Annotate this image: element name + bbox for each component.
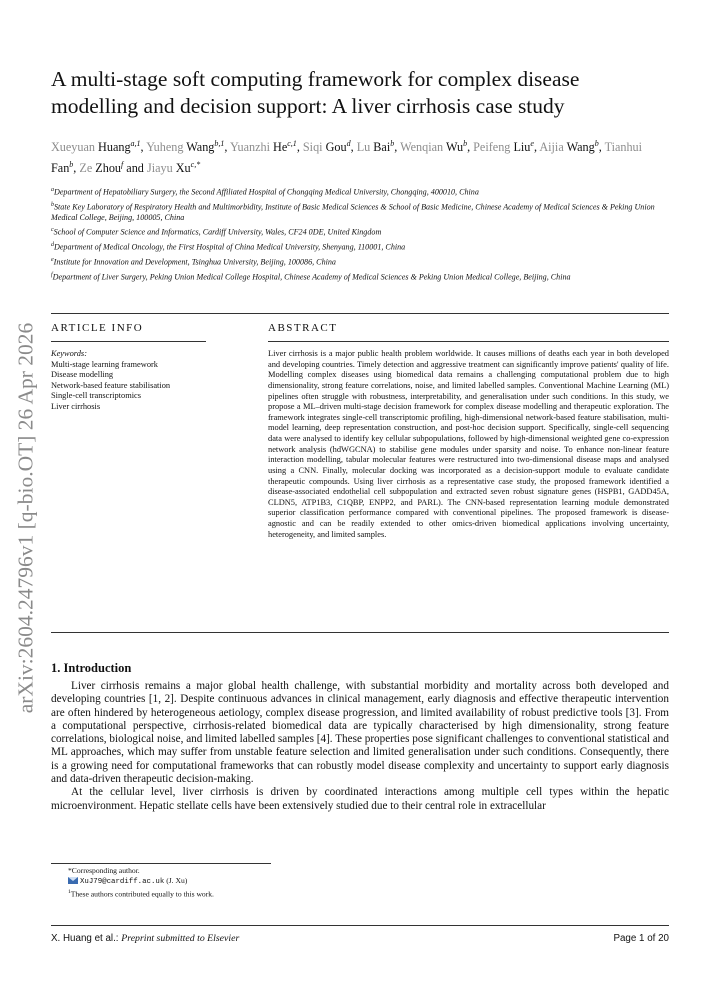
footer-divider — [51, 925, 669, 926]
footnotes — [51, 866, 451, 900]
keyword: Liver cirrhosis — [51, 401, 101, 411]
author-affiliation-mark: b — [69, 160, 74, 170]
abstract-text: Liver cirrhosis is a major public health problem worldwide. It causes millions of deaths each year in both developed and developing countries. Timely detection and aggressive treatment can significantly improve patients' quality of life. Modelling complex diseases using biomedical data remains a challenging computational problem due to high dimensionality, strong feature correlations, noise, and limited labelled samples. Conventional Machine Learning (ML) pipelines often struggle with robustness, interpretability, and generalisation under such conditions. In this study, we propose a ML–driven multi-stage decision framework for complex disease modelling and therapeutic exploration. The framework integrates single-cell transcriptomic profiling, high-dimensional network-based feature stabilisation, multi-model learning, deep representation construction, and post-hoc decision support. Specifically, single-cell sequencing data were analysed to identify key cellular subpopulations, followed by high-dimensional weighted gene co-expression network analysis (hdWGCNA) to stabilise gene modules under sparsity and noise. To enhance non-linear feature interaction modelling, tabular molecular features were restructured into two-dimensional disease maps and analysed using a CNN. Finally, molecular docking was incorporated as a decision-support module to evaluate candidate therapeutic compounds. Using liver cirrhosis as a representative case study, the proposed framework identified a disease-associated endothelial cell subpopulation and extracted seven robust signature genes (HSPB1, GADD45A, CLDN5, ATP1B3, C1QBP, ENPP2, and PARL). The CNN-based representation learning module demonstrated superior classification performance compared with conventional pipelines. The proposed framework is disease-agnostic and can be readily extended to other omics-driven biomedical applications involving uncertainty, heterogeneity, and limited samples. — [268, 349, 669, 539]
author — [79, 161, 123, 175]
author-given-name: Jiayu — [146, 161, 176, 176]
section-heading-introduction: 1. Introduction — [51, 661, 132, 675]
author-affiliation-mark: b — [463, 139, 468, 148]
author-surname: Bai — [373, 140, 391, 155]
article-info-divider — [51, 341, 206, 342]
affiliation: $^c$School of Computer Science and Informatics, Cardiff University, Wales, CF24 0DE, United Kingdom — [51, 227, 382, 238]
author-given-name: Peifeng — [473, 140, 514, 155]
author-given-name: Yuheng — [146, 140, 187, 155]
article-info-heading: ARTICLE INFO — [51, 322, 144, 334]
author — [230, 140, 297, 154]
author-surname: Wu — [445, 140, 464, 155]
author-affiliation-mark: b — [594, 139, 599, 148]
author-surname: Wang — [566, 140, 595, 155]
abstract-bottom-divider — [51, 632, 669, 633]
author — [357, 140, 395, 154]
author-given-name: Tianhui — [604, 140, 643, 155]
author — [147, 161, 200, 175]
author-given-name: Aijia — [539, 140, 567, 155]
keyword: Single-cell transcriptomics — [51, 391, 142, 401]
author — [51, 140, 141, 154]
author-affiliation-mark: b,1 — [214, 139, 225, 148]
author-given-name: Ze — [79, 161, 96, 176]
author-affiliation-mark: c,* — [190, 160, 201, 170]
header-divider — [51, 313, 669, 314]
keywords-label: Keywords: — [51, 349, 87, 358]
author — [473, 140, 534, 154]
author-surname: Zhou — [95, 161, 122, 176]
author-given-name: Wenqian — [400, 140, 446, 155]
author-given-name: Lu — [356, 140, 374, 155]
page-number: Page 1 of 20 — [613, 933, 669, 944]
affiliation: $^a$Department of Hepatobiliary Surgery, the Second Affiliated Hospital of Chongqing Medical University, Chongqing, 400010, China — [51, 187, 479, 197]
email-icon — [68, 877, 78, 884]
keyword: Multi-stage learning framework — [51, 359, 158, 369]
author-surname: Fan — [51, 161, 70, 176]
paragraph: At the cellular level, liver cirrhosis is driven by coordinated interactions among multiple cell types within the hepatic microenvironment. Hepatic stellate cells have been extensively studied due to their central role in extracellular — [51, 786, 669, 812]
author-affiliation-mark: c,1 — [287, 139, 297, 148]
keywords-block — [51, 349, 251, 413]
author — [146, 140, 224, 154]
footer-authors: X. Huang et al.: — [51, 933, 119, 944]
author — [400, 140, 467, 154]
arxiv-identifier: arXiv:2604.24796v1 [q-bio.OT] 26 Apr 2026 — [13, 322, 38, 714]
affiliation: $^d$Department of Medical Oncology, the First Hospital of China Medical University, Shenyang, 110001, China — [51, 242, 406, 252]
author-affiliation-mark: d — [346, 139, 351, 148]
running-footer — [51, 933, 239, 944]
affiliation: $^f$Department of Liver Surgery, Peking Union Medical College Hospital, Chinese Academy of Medical Sciences & Peking Union Medical College, Beijing, China — [51, 271, 571, 282]
author — [539, 140, 598, 154]
footnote-mark: 1 — [68, 889, 71, 896]
affiliation: $^b$State Key Laboratory of Respiratory Health and Multimorbidity, Institute of Basic Medical Sciences & School of Basic Medicine, Chinese Academy of Medical Sciences & Peking Union Medical College, Beijing, 100005, China — [51, 201, 655, 223]
keyword: Disease modelling — [51, 370, 114, 380]
abstract-heading: ABSTRACT — [268, 322, 338, 334]
author-given-name: Xueyuan — [51, 140, 99, 155]
author-surname: Wang — [186, 140, 215, 155]
author-surname: Liu — [513, 140, 531, 155]
author-affiliation-mark: a,1 — [130, 139, 141, 148]
author-surname: Huang — [98, 140, 131, 155]
author-surname: He — [273, 140, 288, 155]
author-list: Xueyuan Huang$^{a,1}$, Yuheng Wang$^{b,1}$, Yuanzhi He$^{c,1}$, Siqi Gou$^d$, Lu Bai$^b$, Wenqian Wu$^b$, Peifeng Liu$^e$, Aijia Wang$^b$, Tianhui Fan$^b$, Ze Zhou$^f$ and Jiayu $Xu^{c,*}$ — [51, 139, 643, 176]
footnote-divider — [51, 863, 271, 864]
author-affiliation-mark: e — [530, 139, 534, 148]
affiliation: $^e$Institute for Innovation and Development, Tsinghua University, Beijing, 100086, China — [51, 257, 336, 267]
author — [303, 140, 351, 154]
footer-venue: Preprint submitted to Elsevier — [121, 933, 240, 944]
author-surname: Gou — [325, 140, 347, 155]
author-affiliation-mark: b — [390, 139, 395, 148]
author-given-name: Siqi — [302, 140, 326, 155]
keyword: Network-based feature stabilisation — [51, 380, 171, 390]
author-given-name: Yuanzhi — [230, 140, 274, 155]
footnote-email — [51, 876, 451, 887]
arxiv-sidebar — [6, 238, 46, 798]
introduction-body — [51, 680, 669, 813]
affiliation-list — [51, 185, 671, 285]
email-suffix: (J. Xu) — [166, 876, 188, 886]
author-affiliation-mark: f — [121, 160, 124, 170]
author-surname: Xu — [175, 161, 191, 176]
footnote-equal: $^1$These authors contributed equally to this work. — [68, 889, 214, 899]
footnote-corresponding: *Corresponding author. — [68, 866, 140, 875]
email-link[interactable]: XuJ79@cardiff.ac.uk — [80, 878, 165, 887]
paragraph: Liver cirrhosis remains a major global health challenge, with substantial morbidity and mortality across both developed and developing countries [1, 2]. Despite continuous advances in clinical management, early diagnosis and effective therapeutic intervention are often hindered by heterogeneous aetiology, complex disease progression, and limited availability of robust predictive tools [3]. From a computational perspective, cirrhosis-related biomedical data are typically characterised by high dimensionality, strong feature correlations, biological noise, and limited labelled samples [4]. These properties pose significant challenges to conventional statistical and ML approaches, which may suffer from unstable feature selection and limited generalisation under such conditions. Consequently, there is a growing need for computational frameworks that can robustly model disease complexity and uncertainty to support early diagnosis and data-driven therapeutic decision-making. — [51, 680, 669, 786]
paper-title: A multi-stage soft computing framework for complex disease modelling and decision support: A liver cirrhosis case study — [51, 67, 580, 118]
abstract-divider — [268, 341, 669, 342]
